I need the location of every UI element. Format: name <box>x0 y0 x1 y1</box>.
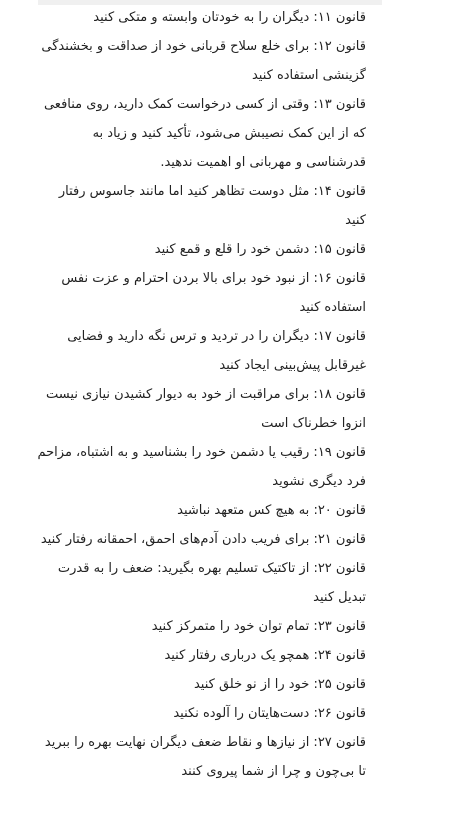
law-item: قانون ۲۱: برای فریب دادن آدم‌های احمق، احمقانه رفتار کنید <box>40 532 366 547</box>
law-item: قانون ۱۳: وقتی از کسی درخواست کمک دارید، روی منافعی که از این کمک نصیبش می‌شود، تأکید کنید و زیاد به قدرشناسی و مهربانی او اهمیت ندهید. <box>43 97 366 170</box>
law-item: قانون ۱۹: رقیب یا دشمن خود را بشناسید و به اشتباه، مزاحم فرد دیگری نشوید <box>37 445 366 489</box>
law-item: قانون ۲۲: از تاکتیک تسلیم بهره بگیرید: ضعف را به قدرت تبدیل کنید <box>57 561 366 605</box>
law-item: قانون ۱۵: دشمن خود را قلع و قمع کنید <box>154 242 366 257</box>
law-item: قانون ۱۲: برای خلع سلاح قربانی خود از صداقت و بخشندگی گزینشی استفاده کنید <box>41 39 366 83</box>
law-item: قانون ۲۴: همچو یک درباری رفتار کنید <box>164 648 366 663</box>
law-item: قانون ۱۶: از نبود خود برای بالا بردن احترام و عزت نفس استفاده کنید <box>61 271 366 315</box>
law-item: قانون ۲۳: تمام توان خود را متمرکز کنید <box>151 619 366 634</box>
law-item: قانون ۲۶: دست‌هایتان را آلوده نکنید <box>173 706 366 721</box>
law-item: قانون ۱۸: برای مراقبت از خود به دیوار کشیدن نیازی نیست انزوا خطرناک است <box>46 387 366 431</box>
law-item: قانون ۱۴: مثل دوست تظاهر کنید اما مانند جاسوس رفتار کنید <box>58 184 366 228</box>
law-item: قانون ۱۱: دیگران را به خودتان وابسته و متکی کنید <box>93 10 366 25</box>
law-item: قانون ۲۰: به هیچ کس متعهد نباشید <box>177 503 366 518</box>
law-item: قانون ۲۵: خود را از نو خلق کنید <box>193 677 366 692</box>
law-item: قانون ۲۷: از نیازها و نقاط ضعف دیگران نهایت بهره را ببرید تا بی‌چون و چرا از شما پیروی کنند <box>44 735 366 779</box>
law-item: قانون ۱۷: دیگران را در تردید و ترس نگه دارید و فضایی غیرقابل پیش‌بینی ایجاد کنید <box>67 329 366 373</box>
